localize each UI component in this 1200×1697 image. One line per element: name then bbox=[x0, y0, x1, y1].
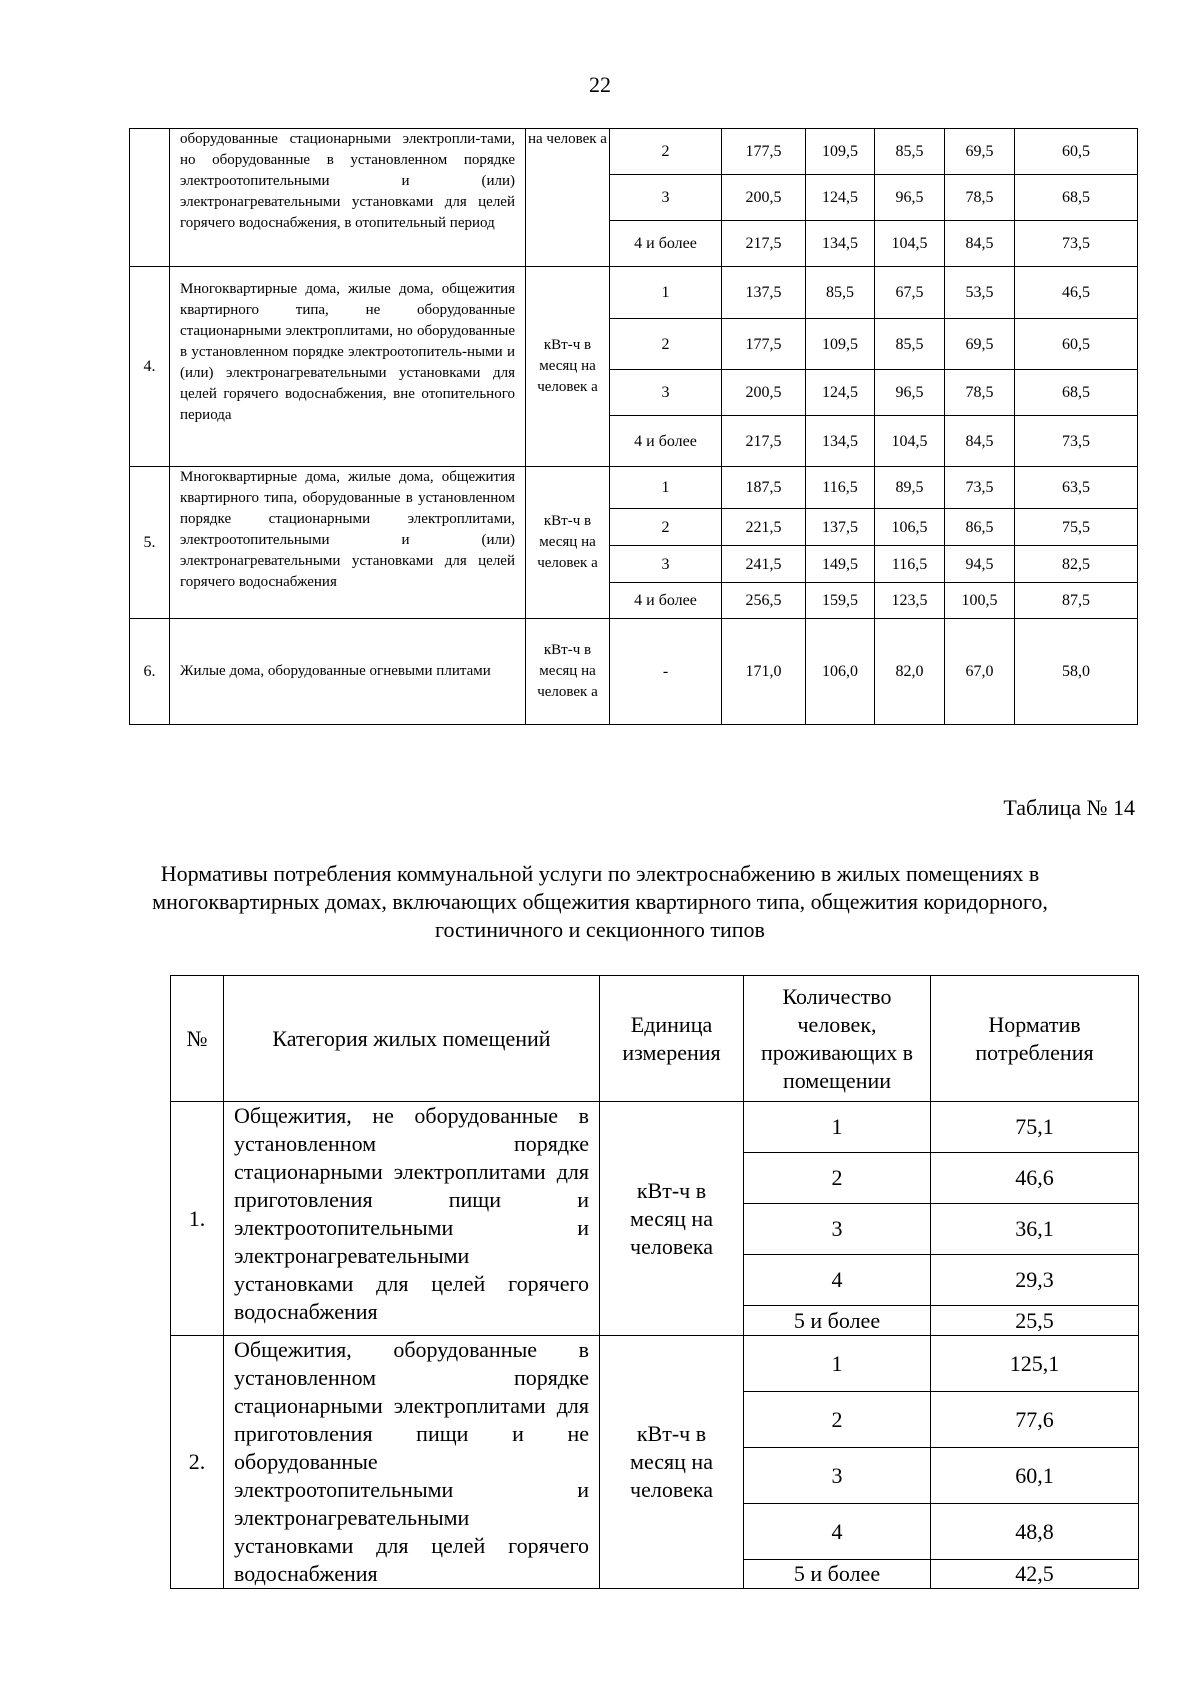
value-cell: 106,0 bbox=[806, 619, 875, 725]
row-description: Общежития, оборудованные в установленном порядке стационарными электроплитами для приготовления пищи и не оборудованные электроотопительными и электронагревательными установками для целей горячего водоснабжения bbox=[224, 1336, 600, 1589]
value-cell: 53,5 bbox=[945, 267, 1015, 319]
value-cell: 217,5 bbox=[722, 416, 806, 467]
people-count: 4 и более bbox=[610, 221, 722, 267]
value-cell: 200,5 bbox=[722, 370, 806, 416]
row-number: 1. bbox=[171, 1102, 224, 1336]
people-count: 2 bbox=[744, 1153, 931, 1204]
people-count: 1 bbox=[610, 467, 722, 509]
value-cell: 63,5 bbox=[1015, 467, 1138, 509]
value-cell: 87,5 bbox=[1015, 583, 1138, 619]
value-cell: 241,5 bbox=[722, 546, 806, 583]
value-cell: 67,0 bbox=[945, 619, 1015, 725]
value-cell: 78,5 bbox=[945, 175, 1015, 221]
value-cell: 85,5 bbox=[875, 319, 945, 370]
norm-value: 42,5 bbox=[931, 1560, 1139, 1589]
table-row bbox=[171, 1336, 1139, 1392]
row-unit: кВт-ч в месяц на человек а bbox=[526, 267, 610, 467]
norm-value: 29,3 bbox=[931, 1255, 1139, 1306]
value-cell: 82,5 bbox=[1015, 546, 1138, 583]
header-num: № bbox=[171, 976, 224, 1102]
value-cell: 69,5 bbox=[945, 129, 1015, 175]
value-cell: 123,5 bbox=[875, 583, 945, 619]
value-cell: 116,5 bbox=[875, 546, 945, 583]
row-description: Жилые дома, оборудованные огневыми плитами bbox=[170, 619, 526, 725]
value-cell: 109,5 bbox=[806, 319, 875, 370]
page-number: 22 bbox=[589, 72, 611, 97]
value-cell: 68,5 bbox=[1015, 175, 1138, 221]
people-count: - bbox=[610, 619, 722, 725]
people-count: 1 bbox=[744, 1336, 931, 1392]
row-unit: кВт-ч в месяц на человек а bbox=[526, 619, 610, 725]
people-count: 4 и более bbox=[610, 416, 722, 467]
value-cell: 134,5 bbox=[806, 221, 875, 267]
norm-value: 75,1 bbox=[931, 1102, 1139, 1153]
value-cell: 60,5 bbox=[1015, 319, 1138, 370]
value-cell: 69,5 bbox=[945, 319, 1015, 370]
value-cell: 137,5 bbox=[722, 267, 806, 319]
header-unit: Единица измерения bbox=[600, 976, 744, 1102]
value-cell: 85,5 bbox=[875, 129, 945, 175]
value-cell: 100,5 bbox=[945, 583, 1015, 619]
people-count: 5 и более bbox=[744, 1560, 931, 1589]
value-cell: 67,5 bbox=[875, 267, 945, 319]
people-count: 4 и более bbox=[610, 583, 722, 619]
value-cell: 116,5 bbox=[806, 467, 875, 509]
value-cell: 221,5 bbox=[722, 509, 806, 546]
table-row bbox=[171, 1102, 1139, 1153]
value-cell: 73,5 bbox=[1015, 221, 1138, 267]
value-cell: 60,5 bbox=[1015, 129, 1138, 175]
value-cell: 84,5 bbox=[945, 221, 1015, 267]
people-count: 5 и более bbox=[744, 1306, 931, 1336]
row-number bbox=[130, 129, 170, 267]
value-cell: 78,5 bbox=[945, 370, 1015, 416]
dormitory-consumption-table bbox=[170, 975, 1139, 1589]
row-description: Многоквартирные дома, жилые дома, общежития квартирного типа, не оборудованные стационарными электроплитами, но оборудованные в установленном порядке электроотопитель-ными и (или) электронагревательными установками для целей горячего водоснабжения, вне отопительного периода bbox=[170, 267, 526, 467]
people-count: 2 bbox=[610, 319, 722, 370]
value-cell: 159,5 bbox=[806, 583, 875, 619]
people-count: 3 bbox=[744, 1448, 931, 1504]
value-cell: 86,5 bbox=[945, 509, 1015, 546]
header-people: Количество человек, проживающих в помещении bbox=[744, 976, 931, 1102]
people-count: 2 bbox=[610, 129, 722, 175]
value-cell: 68,5 bbox=[1015, 370, 1138, 416]
row-description: Многоквартирные дома, жилые дома, общежития квартирного типа, оборудованные в установленном порядке стационарными электроплитами, электроотопительными и (или) электронагревательными установками для целей горячего водоснабжения bbox=[170, 467, 526, 619]
table-row bbox=[130, 129, 1138, 175]
value-cell: 58,0 bbox=[1015, 619, 1138, 725]
row-number: 6. bbox=[130, 619, 170, 725]
value-cell: 256,5 bbox=[722, 583, 806, 619]
value-cell: 84,5 bbox=[945, 416, 1015, 467]
row-unit: кВт-ч в месяц на человека bbox=[600, 1336, 744, 1589]
value-cell: 149,5 bbox=[806, 546, 875, 583]
value-cell: 85,5 bbox=[806, 267, 875, 319]
norm-value: 48,8 bbox=[931, 1504, 1139, 1560]
table-label: Таблица № 14 bbox=[1003, 795, 1135, 820]
value-cell: 89,5 bbox=[875, 467, 945, 509]
table-header-row bbox=[171, 976, 1139, 1102]
norm-value: 25,5 bbox=[931, 1306, 1139, 1336]
value-cell: 73,5 bbox=[1015, 416, 1138, 467]
value-cell: 217,5 bbox=[722, 221, 806, 267]
value-cell: 82,0 bbox=[875, 619, 945, 725]
value-cell: 104,5 bbox=[875, 416, 945, 467]
value-cell: 96,5 bbox=[875, 370, 945, 416]
norm-value: 36,1 bbox=[931, 1204, 1139, 1255]
norm-value: 77,6 bbox=[931, 1392, 1139, 1448]
value-cell: 106,5 bbox=[875, 509, 945, 546]
value-cell: 73,5 bbox=[945, 467, 1015, 509]
value-cell: 94,5 bbox=[945, 546, 1015, 583]
header-norm: Норматив потребления bbox=[931, 976, 1139, 1102]
row-unit: кВт-ч в месяц на человек а bbox=[526, 467, 610, 619]
consumption-table-continued bbox=[129, 128, 1138, 725]
people-count: 3 bbox=[744, 1204, 931, 1255]
table-row bbox=[130, 467, 1138, 509]
people-count: 3 bbox=[610, 370, 722, 416]
value-cell: 200,5 bbox=[722, 175, 806, 221]
row-number: 2. bbox=[171, 1336, 224, 1589]
people-count: 4 bbox=[744, 1504, 931, 1560]
row-unit: на человек а bbox=[526, 129, 610, 267]
value-cell: 134,5 bbox=[806, 416, 875, 467]
row-number: 5. bbox=[130, 467, 170, 619]
people-count: 1 bbox=[610, 267, 722, 319]
value-cell: 171,0 bbox=[722, 619, 806, 725]
value-cell: 187,5 bbox=[722, 467, 806, 509]
people-count: 3 bbox=[610, 175, 722, 221]
norm-value: 60,1 bbox=[931, 1448, 1139, 1504]
people-count: 2 bbox=[610, 509, 722, 546]
value-cell: 124,5 bbox=[806, 175, 875, 221]
norm-value: 125,1 bbox=[931, 1336, 1139, 1392]
norm-value: 46,6 bbox=[931, 1153, 1139, 1204]
people-count: 1 bbox=[744, 1102, 931, 1153]
row-description: оборудованные стационарными электропли-тами, но оборудованные в установленном порядке электроотопительными и (или) электронагревательными установками для целей горячего водоснабжения, в отопительный период bbox=[170, 129, 526, 267]
row-number: 4. bbox=[130, 267, 170, 467]
people-count: 2 bbox=[744, 1392, 931, 1448]
people-count: 3 bbox=[610, 546, 722, 583]
value-cell: 124,5 bbox=[806, 370, 875, 416]
value-cell: 177,5 bbox=[722, 319, 806, 370]
table-title: Нормативы потребления коммунальной услуги по электроснабжению в жилых помещениях в многоквартирных домах, включающих общежития квартирного типа, общежития коридорного, гостиничного и секционного типов bbox=[152, 861, 1048, 942]
header-category: Категория жилых помещений bbox=[224, 976, 600, 1102]
value-cell: 177,5 bbox=[722, 129, 806, 175]
value-cell: 46,5 bbox=[1015, 267, 1138, 319]
table-row bbox=[130, 267, 1138, 319]
value-cell: 96,5 bbox=[875, 175, 945, 221]
value-cell: 137,5 bbox=[806, 509, 875, 546]
people-count: 4 bbox=[744, 1255, 931, 1306]
table-row bbox=[130, 619, 1138, 725]
value-cell: 109,5 bbox=[806, 129, 875, 175]
value-cell: 104,5 bbox=[875, 221, 945, 267]
row-unit: кВт-ч в месяц на человека bbox=[600, 1102, 744, 1336]
value-cell: 75,5 bbox=[1015, 509, 1138, 546]
row-description: Общежития, не оборудованные в установленном порядке стационарными электроплитами для приготовления пищи и электроотопительными и электронагревательными установками для целей горячего водоснабжения bbox=[224, 1102, 600, 1336]
